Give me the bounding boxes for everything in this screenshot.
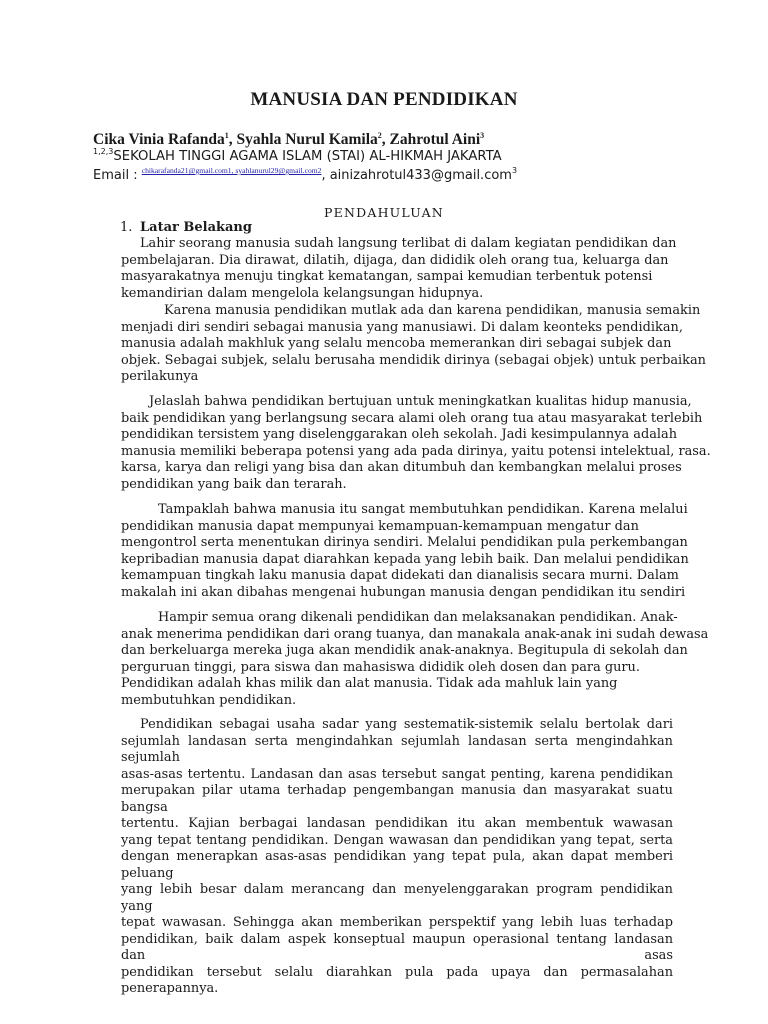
paragraph-line: pendidikan manusia dapat mempunyai kemampuan-kemampuan mengatur dan	[121, 518, 639, 534]
paragraph-line: objek. Sebagai subjek, selalu berusaha mendidik dirinya (sebagai objek) untuk perbaikan	[121, 352, 706, 368]
subheading-text: Latar Belakang	[140, 220, 252, 235]
paragraph-line: pendidikan, baik dalam aspek konseptual maupun operasional tentang landasan dan asas	[121, 931, 673, 963]
paragraph-line: Hampir semua orang dikenali pendidikan dan melaksanakan pendidikan. Anak-	[158, 610, 678, 625]
paragraph-line: dengan menerapkan asas-asas pendidikan yang tepat pula, akan dapat memberi peluang	[121, 849, 673, 881]
email-label: Email :	[93, 168, 142, 183]
paragraph-6	[121, 717, 673, 998]
paragraph-line: Pendidikan sebagai usaha sadar yang sestematik-sistemik selalu bertolak dari	[140, 717, 673, 732]
paragraph-line: perguruan tinggi, para siswa dan mahasiswa dididik oleh dosen dan para guru.	[121, 659, 640, 675]
paragraph-line: membutuhkan pendidikan.	[121, 692, 297, 708]
paragraph-line: baik pendidikan yang berlangsung secara alami oleh orang tua atau masyarakat terlebih	[121, 410, 703, 426]
paragraph-line: makalah ini akan dibahas mengenai hubungan manusia dengan pendidikan itu sendiri	[121, 584, 686, 600]
paragraph-line: masyarakatnya menuju tingkat kematangan, sampai kemudian terbentuk potensi	[121, 269, 653, 284]
author-2-name: , Syahla Nurul Kamila	[228, 131, 378, 148]
paragraph-line: karsa, karya dan religi yang bisa dan akan ditumbuh dan kembangkan melalui proses	[121, 460, 682, 475]
paragraph-line: menjadi diri sendiri sebagai manusia yang manusiawi. Di dalam keonteks pendidikan,	[121, 319, 683, 335]
paragraph-line: Pendidikan adalah khas milik dan alat manusia. Tidak ada mahluk lain yang	[121, 676, 618, 691]
subheading	[120, 220, 252, 235]
email-links[interactable]: chikarafanda21@gmail.com1, syahlanurul29@gmail.com2	[141, 166, 322, 175]
affiliation-superscript: 1,2,3	[93, 147, 114, 156]
document-title: MANUSIA DAN PENDIDIKAN	[250, 89, 518, 110]
paragraph-line: yang lebih besar dalam merancang dan menyelenggarakan program pendidikan yang	[121, 882, 673, 914]
email-rest: , ainizahrotul433@gmail.com	[321, 168, 512, 183]
paragraph-3	[121, 394, 711, 493]
paragraph-line: kemandirian dalam mengelola kelangsungan hidupnya.	[121, 285, 484, 301]
paragraph-line: Jelaslah bahwa pendidikan bertujuan untuk meningkatkan kualitas hidup manusia,	[149, 394, 692, 409]
author-1-name: Cika Vinia Rafanda	[93, 131, 225, 148]
paragraph-line: sejumlah landasan serta mengindahkan sejumlah landasan serta mengindahkan sejumlah	[121, 733, 673, 765]
paragraph-2	[121, 303, 706, 386]
paragraph-line: anak menerima pendidikan dari orang tuanya, dan manakala anak-anak ini sudah dewasa	[121, 626, 709, 642]
paragraph-4	[121, 502, 689, 601]
paragraph-line: pembelajaran. Dia dirawat, dilatih, dijaga, dan dididik oleh orang tua, keluarga dan	[121, 252, 669, 268]
paragraph-line: pendidikan yang baik dan terarah.	[121, 476, 347, 492]
paragraph-line: tertentu. Kajian berbagai landasan pendidikan itu akan membentuk wawasan	[121, 816, 673, 831]
paragraph-line: merupakan pilar utama terhadap pengembangan manusia dan masyarakat suatu bangsa	[121, 783, 673, 815]
author-3-superscript: 3	[480, 131, 485, 140]
paragraph-line: dan berkeluarga mereka juga akan mendidik anak-anaknya. Begitupula di sekolah dan	[121, 643, 688, 658]
paragraph-line: mengontrol serta menentukan dirinya sendiri. Melalui pendidikan pula perkembangan	[121, 535, 688, 550]
paragraph-line: tepat wawasan. Sehingga akan memberikan perspektif yang lebih luas terhadap	[121, 915, 673, 930]
affiliation-line	[93, 149, 502, 164]
email-superscript: 3	[511, 166, 518, 175]
subheading-number: 1.	[120, 220, 133, 235]
author-1-superscript: 1	[224, 131, 229, 140]
paragraph-line: Karena manusia pendidikan mutlak ada dan karena pendidikan, manusia semakin	[164, 303, 701, 318]
paragraph-line: asas-asas tertentu. Landasan dan asas tersebut sangat penting, karena pendidikan	[121, 766, 673, 782]
paragraph-line: manusia adalah makhluk yang selalu mencoba memerankan diri sebagai subjek dan	[121, 336, 672, 351]
paragraph-line: kemampuan tingkah laku manusia dapat didekati dan dianalisis secara murni. Dalam	[121, 568, 679, 583]
paragraph-line: Tampaklah bahwa manusia itu sangat membutuhkan pendidikan. Karena melalui	[158, 502, 688, 517]
paragraph-line: yang tepat tentang pendidikan. Dengan wawasan dan pendidikan yang tepat, serta	[121, 832, 673, 848]
author-line	[93, 131, 484, 149]
paragraph-line: perilakunya	[121, 369, 199, 384]
email-line	[93, 166, 517, 183]
paragraph-1	[121, 236, 676, 302]
author-2-superscript: 2	[377, 131, 382, 140]
paragraph-line: pendidikan tersebut selalu diarahkan pula pada upaya dan permasalahan penerapannya.	[121, 964, 673, 996]
author-3-name: , Zahrotul Aini	[381, 131, 481, 148]
paragraph-line: Lahir seorang manusia sudah langsung terlibat di dalam kegiatan pendidikan dan	[140, 236, 677, 251]
paragraph-5	[121, 610, 709, 709]
affiliation-text: SEKOLAH TINGGI AGAMA ISLAM (STAI) AL-HIKMAH JAKARTA	[113, 149, 502, 164]
paragraph-line: manusia memiliki beberapa potensi yang ada pada dirinya, yaitu potensi intelektual, rasa.	[121, 443, 711, 459]
paragraph-line: pendidikan tersistem yang diselenggarakan oleh sekolah. Jadi kesimpulannya adalah	[121, 427, 678, 442]
section-heading: PENDAHULUAN	[324, 205, 444, 220]
paragraph-line: kepribadian manusia dapat diarahkan kepada yang lebih baik. Dan melalui pendidikan	[121, 551, 689, 567]
